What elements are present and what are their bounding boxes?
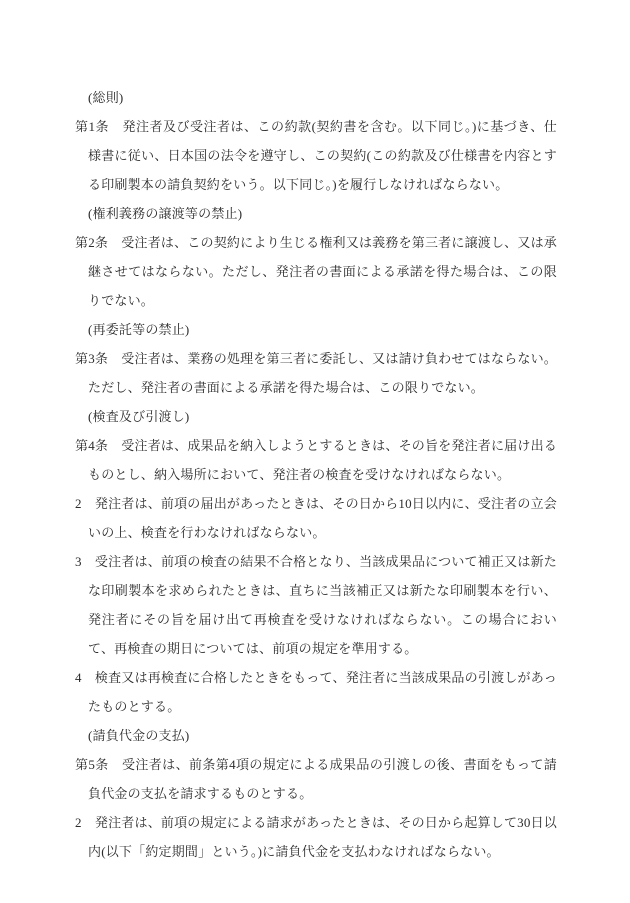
article-1: 第1条 発注者及び受注者は、この約款(契約書を含む。以下同じ。)に基づき、仕様書に従い、日本国の法令を遵守し、この契約(この約款及び仕様書を内容とする印刷製本の請負契約をいう。以下同じ。)を履行しなければならない。 <box>75 119 557 192</box>
article-3: 第3条 受注者は、業務の処理を第三者に委託し、又は請け負わせてはならない。ただし、発注者の書面による承諾を得た場合は、この限りでない。 <box>75 351 557 395</box>
clause-heading-general-provisions: (総則) <box>88 90 124 105</box>
clause-heading-payment: (請負代金の支払) <box>88 728 190 743</box>
contract-text-body <box>75 83 557 866</box>
article-4: 第4条 受注者は、成果品を納入しようとするときは、その旨を発注者に届け出るものとし、納入場所において、発注者の検査を受けなければならない。 <box>75 438 557 482</box>
article-4-paragraph-3: 3 受注者は、前項の検査の結果不合格となり、当該成果品について補正又は新たな印刷製本を求められたときは、直ちに当該補正又は新たな印刷製本を行い、発注者にその旨を届け出て再検査を受けなければならない。この場合において、再検査の期日については、前項の規定を準用する。 <box>75 554 557 656</box>
article-5-paragraph-2: 2 発注者は、前項の規定による請求があったときは、その日から起算して30日以内(以下「約定期間」という。)に請負代金を支払わなければならない。 <box>75 815 557 859</box>
clause-heading-inspection-and-delivery: (検査及び引渡し) <box>88 409 190 424</box>
clause-heading-no-subcontracting: (再委託等の禁止) <box>88 322 190 337</box>
article-5: 第5条 受注者は、前条第4項の規定による成果品の引渡しの後、書面をもって請負代金の支払を請求するものとする。 <box>75 757 557 801</box>
article-4-paragraph-4: 4 検査又は再検査に合格したときをもって、発注者に当該成果品の引渡しがあったものとする。 <box>75 670 557 714</box>
article-4-paragraph-2: 2 発注者は、前項の届出があったときは、その日から10日以内に、受注者の立会いの上、検査を行わなければならない。 <box>75 496 557 540</box>
article-2: 第2条 受注者は、この契約により生じる権利又は義務を第三者に譲渡し、又は承継させてはならない。ただし、発注者の書面による承諾を得た場合は、この限りでない。 <box>75 235 557 308</box>
clause-heading-no-transfer-of-rights: (権利義務の譲渡等の禁止) <box>88 206 243 221</box>
